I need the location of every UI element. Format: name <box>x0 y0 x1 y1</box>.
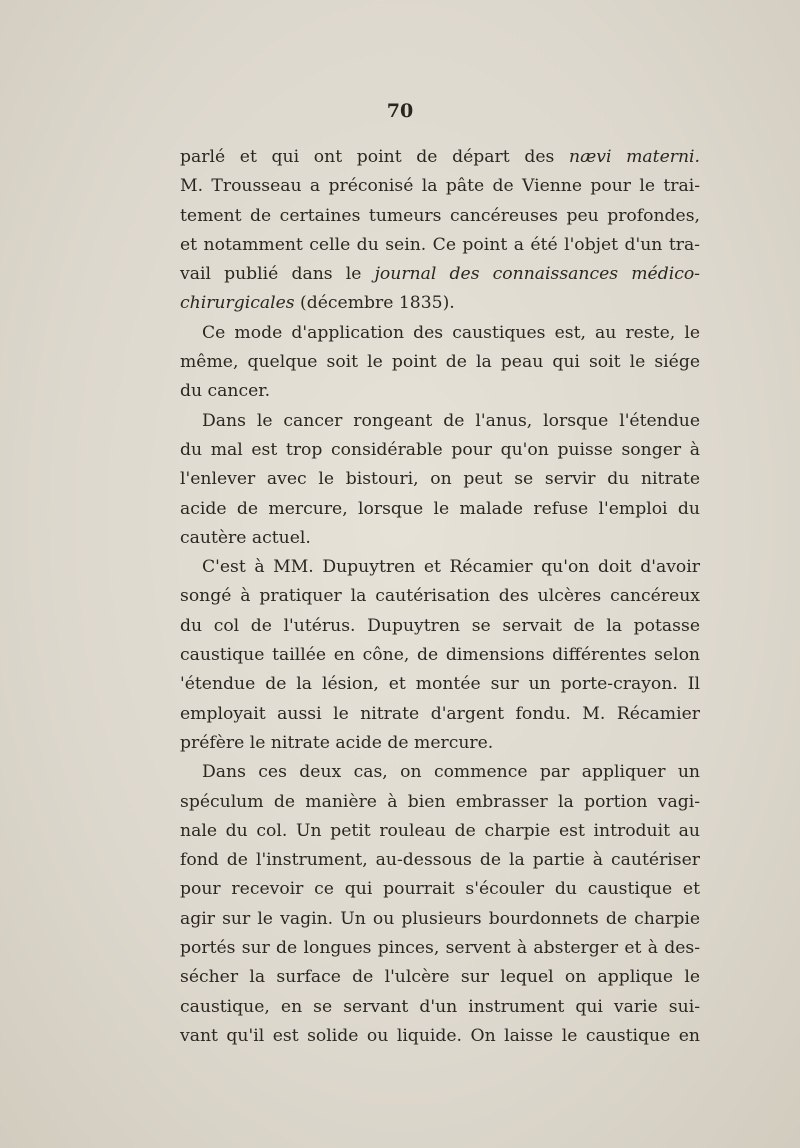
text-segment: du mal est trop considérable pour qu'on puisse songer à <box>180 439 700 460</box>
text-segment: Ce mode d'application des caustiques est, au reste, le <box>202 322 700 343</box>
text-segment: employait aussi le nitrate d'argent fondu. M. Récamier <box>180 703 700 724</box>
text-line <box>180 641 700 670</box>
text-segment: 'étendue de la lésion, et montée sur un porte-crayon. Il <box>180 674 700 695</box>
text-line <box>180 758 700 787</box>
text-line <box>180 377 700 406</box>
text-segment: préfère le nitrate acide de mercure. <box>180 732 494 753</box>
text-line <box>180 993 700 1022</box>
text-segment: fond de l'instrument, au-dessous de la partie à cautériser <box>180 850 700 871</box>
text-segment: Dans ces deux cas, on commence par appliquer un <box>202 762 700 783</box>
text-segment: sécher la surface de l'ulcère sur lequel on applique le <box>180 967 700 988</box>
text-line <box>180 524 700 553</box>
text-line <box>180 729 700 758</box>
text-segment: pour recevoir ce qui pourrait s'écouler du caustique et <box>180 879 700 900</box>
text-line <box>180 172 700 201</box>
text-line <box>180 319 700 348</box>
text-segment: et notamment celle du sein. Ce point a été l'objet d'un tra- <box>180 234 700 255</box>
text-segment: du col de l'utérus. Dupuytren se servait de la potasse <box>180 615 700 636</box>
body-text <box>180 143 700 1051</box>
text-line <box>180 289 700 318</box>
text-segment: M. Trousseau a préconisé la pâte de Vienne pour le trai- <box>180 176 700 197</box>
text-segment: Dans le cancer rongeant de l'anus, lorsque l'étendue <box>202 410 700 431</box>
text-line <box>180 846 700 875</box>
text-segment: (décembre 1835). <box>294 293 455 314</box>
text-line <box>180 934 700 963</box>
text-line <box>180 260 700 289</box>
page-number: 70 <box>386 100 414 122</box>
text-line <box>180 553 700 582</box>
text-segment: caustique taillée en cône, de dimensions différentes selon <box>180 645 700 666</box>
italic-text: chirurgicales <box>180 293 295 314</box>
text-segment: C'est à MM. Dupuytren et Récamier qu'on doit d'avoir <box>202 557 700 578</box>
text-line <box>180 348 700 377</box>
text-segment: caustique, en se servant d'un instrument qui varie sui- <box>180 996 700 1017</box>
italic-text: nævi materni. <box>569 147 701 167</box>
text-segment: agir sur le vagin. Un ou plusieurs bourdonnets de charpie <box>180 908 700 929</box>
text-line <box>180 817 700 846</box>
text-segment: nale du col. Un petit rouleau de charpie est introduit au <box>180 820 700 841</box>
text-segment: vail publié dans le <box>180 264 375 285</box>
text-segment: acide de mercure, lorsque le malade refuse l'emploi du <box>180 498 700 519</box>
text-line <box>180 612 700 641</box>
text-line <box>180 495 700 524</box>
text-segment: songé à pratiquer la cautérisation des ulcères cancéreux <box>180 586 700 607</box>
text-segment: spéculum de manière à bien embrasser la portion vagi- <box>180 791 700 812</box>
text-segment: vant qu'il est solide ou liquide. On laisse le caustique en <box>180 1025 700 1046</box>
text-line <box>180 436 700 465</box>
italic-text: journal des connaissances médico- <box>374 264 700 285</box>
text-segment: même, quelque soit le point de la peau qui soit le siége <box>180 352 700 373</box>
text-segment: parlé et qui ont point de départ des <box>180 147 570 167</box>
text-line <box>180 700 700 729</box>
text-line <box>180 231 700 260</box>
text-line <box>180 465 700 494</box>
text-line <box>180 905 700 934</box>
text-segment: cautère actuel. <box>180 527 311 548</box>
text-line <box>180 143 700 172</box>
text-line <box>180 407 700 436</box>
text-line <box>180 670 700 699</box>
text-line <box>180 963 700 992</box>
text-line <box>180 1022 700 1051</box>
text-line <box>180 582 700 611</box>
text-segment: portés sur de longues pinces, servent à absterger et à des- <box>180 938 700 959</box>
text-segment: du cancer. <box>180 381 271 402</box>
text-line <box>180 875 700 904</box>
text-segment: l'enlever avec le bistouri, on peut se servir du nitrate <box>180 469 700 490</box>
text-line <box>180 788 700 817</box>
text-line <box>180 202 700 231</box>
text-segment: tement de certaines tumeurs cancéreuses peu profondes, <box>180 205 700 226</box>
